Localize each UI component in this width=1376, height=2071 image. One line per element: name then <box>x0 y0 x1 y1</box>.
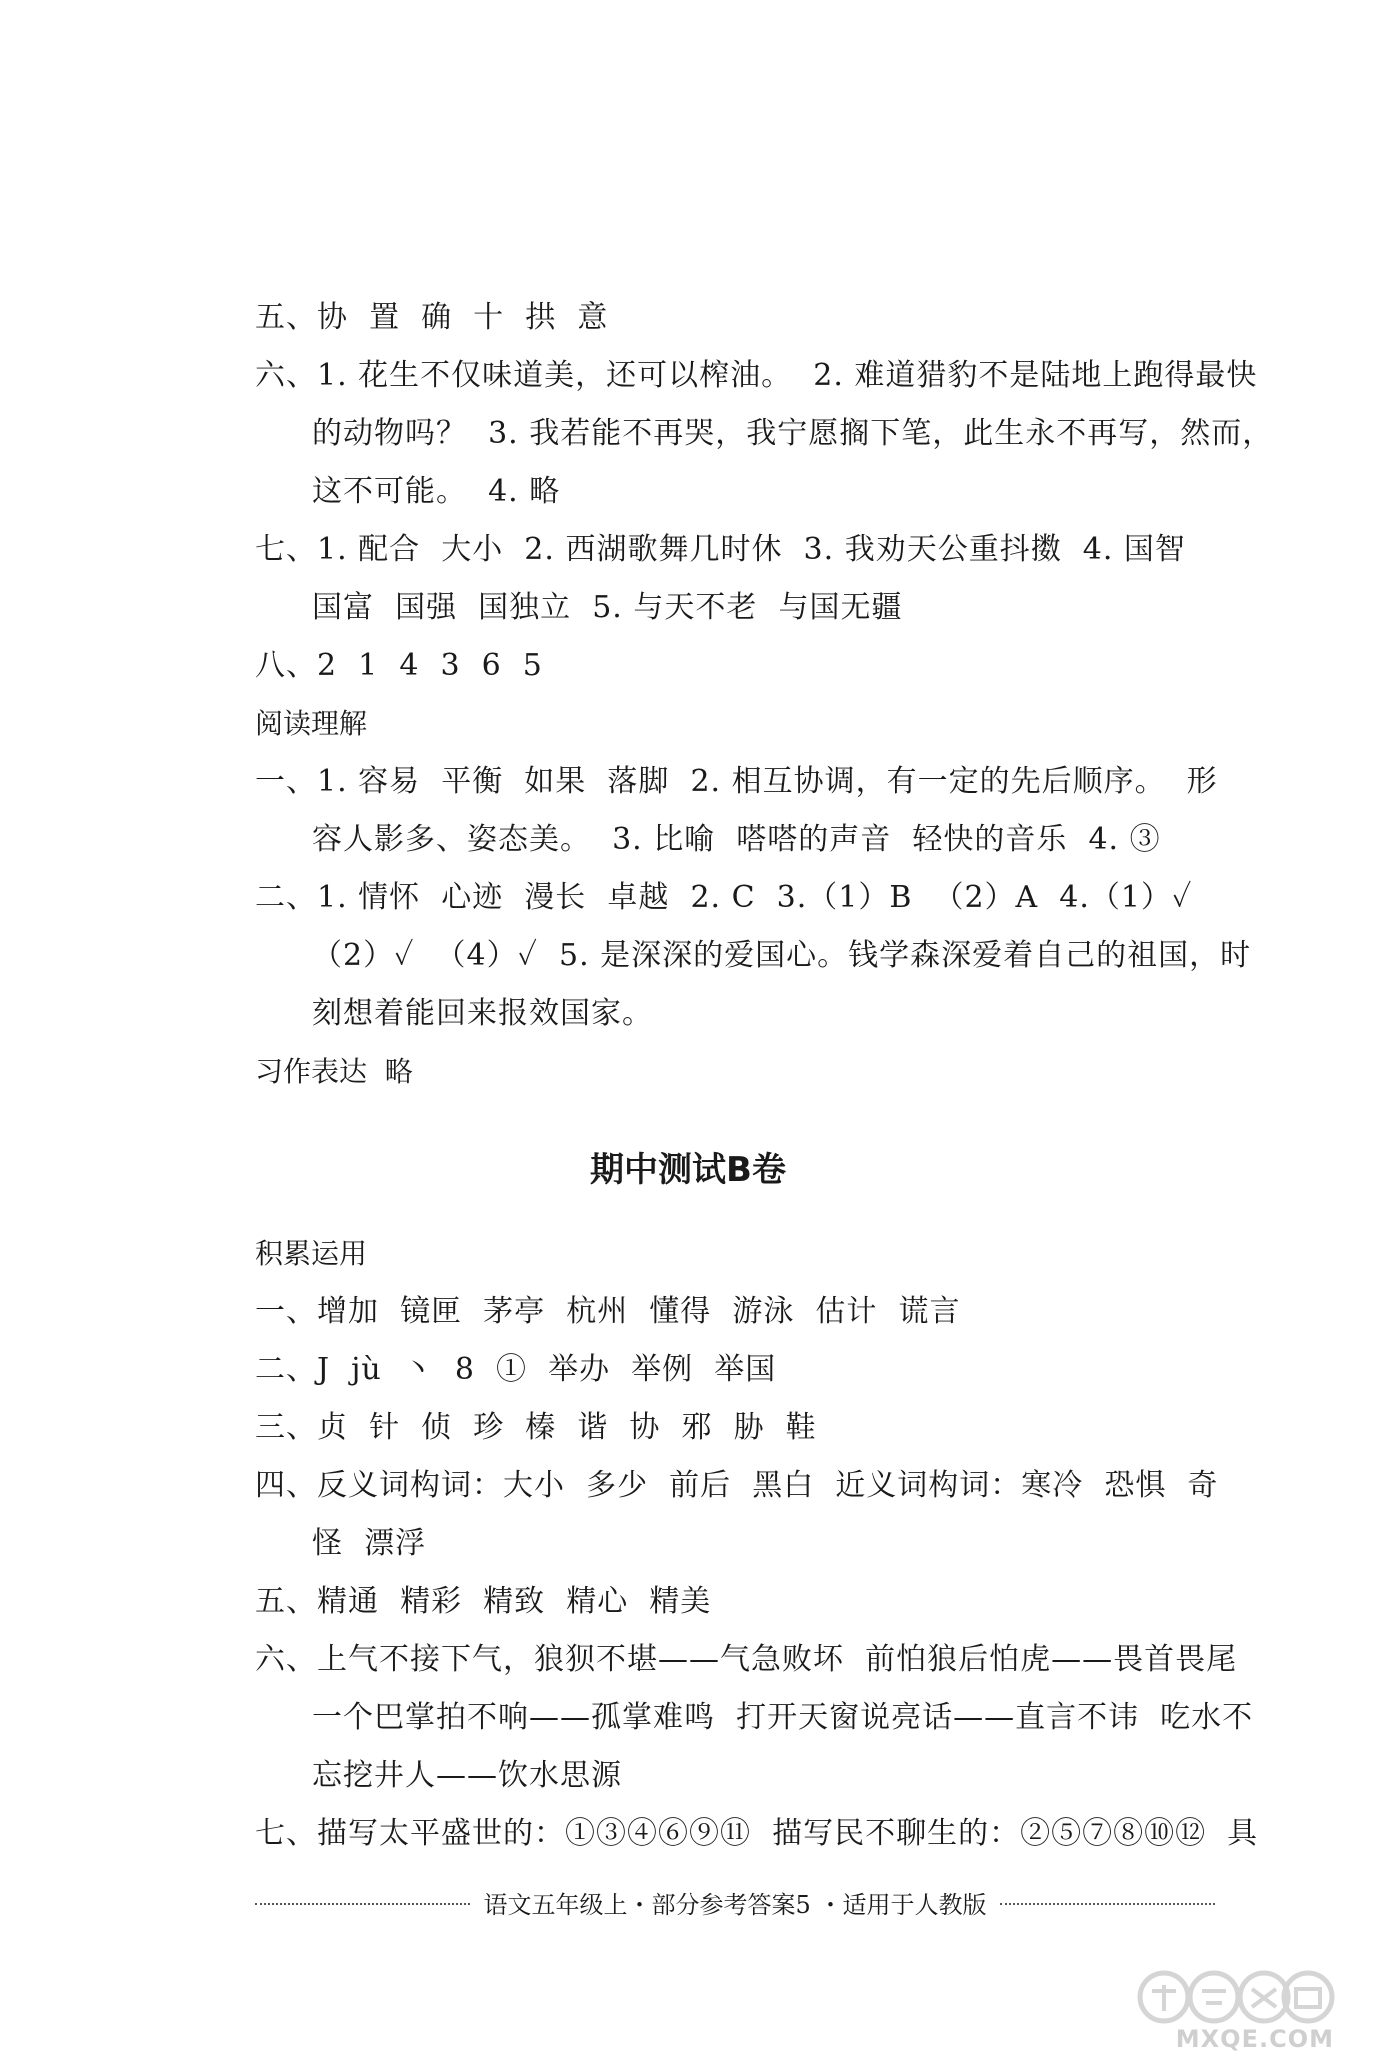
watermark <box>1136 1967 1336 2053</box>
footer-text: 语文五年级上・部分参考答案5 ・适用于人教版 <box>483 1890 987 1919</box>
section-heading-writing: 习作表达 略 <box>255 1055 413 1088</box>
accum-answer-5: 五、精通 精彩 精致 精心 精美 <box>255 1584 712 1619</box>
accum-answer-6-cont: 忘挖井人——饮水思源 <box>312 1758 622 1793</box>
accum-answer-3: 三、贞 针 侦 珍 榛 谐 协 邪 胁 鞋 <box>255 1410 817 1445</box>
accum-answer-1: 一、增加 镜匣 茅亭 杭州 懂得 游泳 估计 谎言 <box>255 1294 961 1329</box>
footer-dots-right <box>1000 1903 1215 1905</box>
answer-line-7: 七、1. 配合 大小 2. 西湖歌舞几时休 3. 我劝天公重抖擞 4. 国智 <box>255 532 1186 567</box>
section-heading-accumulation: 积累运用 <box>255 1237 368 1270</box>
answer-line-6: 六、1. 花生不仅味道美，还可以榨油。 2. 难道猎豹不是陆地上跑得最快 <box>255 358 1258 393</box>
reading-answer-2-cont: 刻想着能回来报效国家。 <box>312 996 653 1031</box>
watermark-url: MXQE.COM <box>1175 2025 1334 2053</box>
answer-line-7-cont: 国富 国强 国独立 5. 与天不老 与国无疆 <box>312 590 903 625</box>
page-footer <box>255 1884 1215 1920</box>
reading-answer-1: 一、1. 容易 平衡 如果 落脚 2. 相互协调，有一定的先后顺序。 形 <box>255 764 1218 799</box>
accum-answer-4-cont: 怪 漂浮 <box>312 1526 427 1561</box>
accum-answer-6-cont: 一个巴掌拍不响——孤掌难鸣 打开天窗说亮话——直言不讳 吃水不 <box>312 1700 1254 1735</box>
section-heading-reading: 阅读理解 <box>255 707 368 740</box>
answer-line-8: 八、2 1 4 3 6 5 <box>255 648 543 683</box>
accum-answer-2: 二、J jù 丶 8 ① 举办 举例 举国 <box>255 1352 777 1387</box>
accum-answer-6: 六、上气不接下气，狼狈不堪——气急败坏 前怕狼后怕虎——畏首畏尾 <box>255 1642 1238 1677</box>
accum-answer-4: 四、反义词构词：大小 多少 前后 黑白 近义词构词：寒冷 恐惧 奇 <box>255 1468 1219 1503</box>
accum-answer-7: 七、描写太平盛世的：①③④⑥⑨⑪ 描写民不聊生的：②⑤⑦⑧⑩⑫ 具 <box>255 1816 1259 1851</box>
answer-line-5: 五、协 置 确 十 拱 意 <box>255 300 609 335</box>
reading-answer-1-cont: 容人影多、姿态美。 3. 比喻 嗒嗒的声音 轻快的音乐 4. ③ <box>312 822 1161 857</box>
answer-line-6-cont: 的动物吗？ 3. 我若能不再哭，我宁愿搁下笔，此生永不再写，然而， <box>312 416 1274 451</box>
reading-answer-2-cont: （2）✓ （4）✓ 5. 是深深的爱国心。钱学森深爱着自己的祖国，时 <box>312 938 1252 973</box>
watermark-logo-icon <box>1136 1967 1336 2027</box>
reading-answer-2: 二、1. 情怀 心迹 漫长 卓越 2. C 3.（1）B （2）A 4.（1）✓ <box>255 880 1193 915</box>
test-title: 期中测试B卷 <box>590 1150 786 1190</box>
footer-dots-left <box>255 1903 470 1905</box>
answer-line-6-cont: 这不可能。 4. 略 <box>312 474 561 509</box>
